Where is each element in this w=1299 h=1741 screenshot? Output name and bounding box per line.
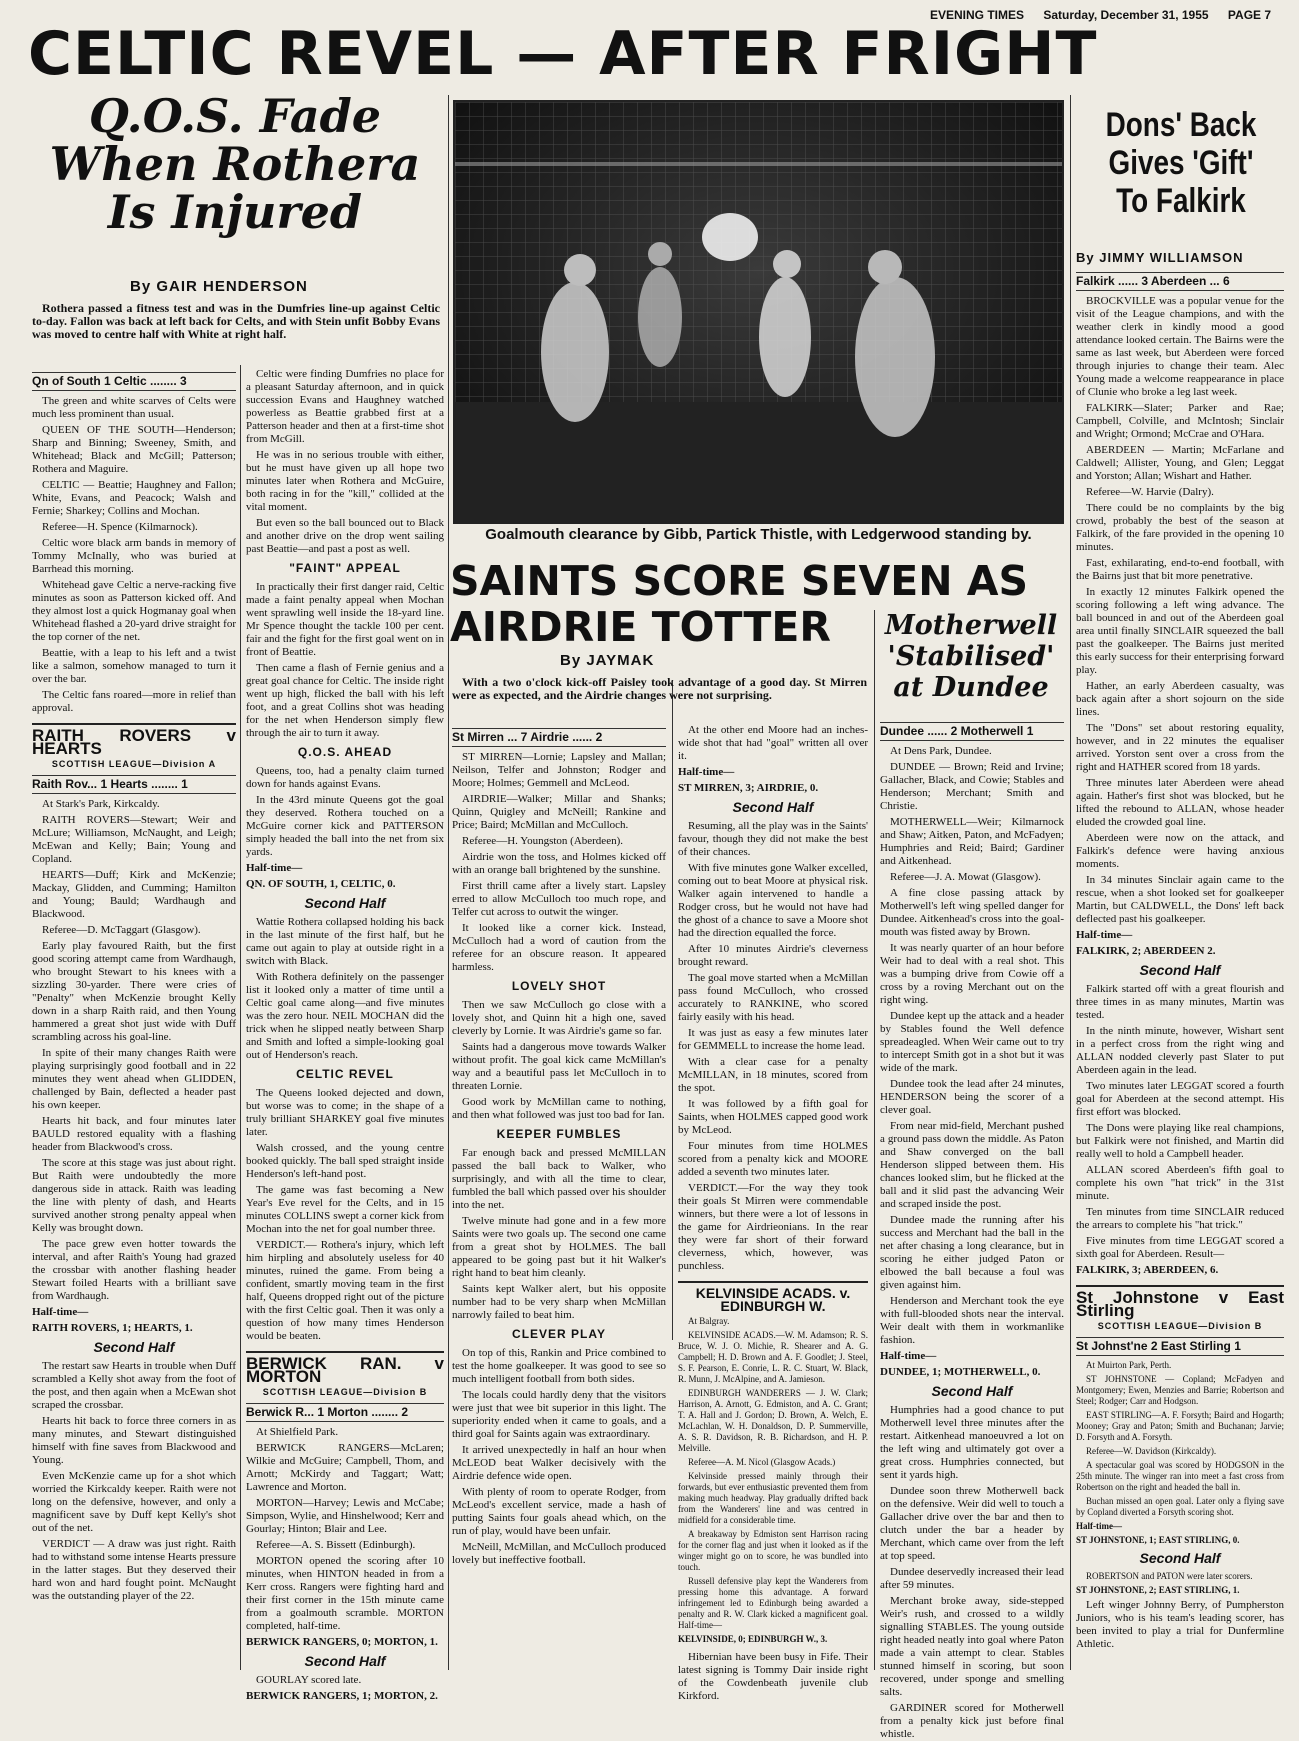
saints-column-2 [678, 724, 868, 1702]
saints-para: The goal move started when a McMillan pass found McCulloch, who crossed accurately to RANKINE, who scored fairly easily with his head. [678, 972, 868, 1023]
saints-headline: SAINTS SCORE SEVEN AS AIRDRIE TOTTER [450, 557, 1029, 651]
saints-para: Saints kept Walker alert, but his opposite number had to be very sharp when McMillan narrowly failed to beat him. [452, 1283, 666, 1321]
stjohnstone-para: ST JOHNSTONE — Copland; McFadyen and Montgomery; Ewen, Menzies and Barrie; Robertson and Steel; Rodger; Carr and Hodgson. [1076, 1374, 1284, 1406]
motherwell-para: Dundee deservedly increased their lead after 59 minutes. [880, 1566, 1064, 1591]
qos-verdict: VERDICT.— Rothera's injury, which left him hirpling and absolutely useless for 40 minutes, ruined the game. From being a confident, smartly moving team in the first half, Queens dropped right out of the picture with the first Celtic goal. Then it was only a question of how many times Henderson would be beaten. [246, 1239, 444, 1342]
raith-second-half-heading: Second Half [93, 1339, 175, 1355]
stjohnstone-para: ROBERTSON and PATON were later scorers. [1086, 1571, 1253, 1581]
raith-para: Even McKenzie came up for a shot which worried the Kirkcaldy keeper. Raith were not long on the defensive, however, and only a magnificent save by Duff kept Kelly's shot out of the net. [32, 1470, 236, 1534]
kelvinside-para: Kelvinside pressed mainly through their forwards, but ever enthusiastic prevented them from making much headway. Play gradually drifted back from the Wanderers' line and was centred in midfield for a considerable time. [678, 1471, 868, 1525]
raith-para: Hearts hit back to force three corners in as many minutes, and Stewart distinguished himself with fine saves from Blackwood and Young. [32, 1415, 236, 1466]
stjohnstone-score: St Johnst'ne 2 East Stirling 1 [1076, 1337, 1284, 1356]
qos-second-half-heading: Second Half [304, 895, 386, 911]
berwick-league: SCOTTISH LEAGUE—Division B [262, 1387, 428, 1397]
qos-para: The Queens looked dejected and down, but worse was to come; in the shape of a truly brilliant SHARKEY goal five minutes later. [246, 1087, 444, 1138]
goalmouth-photo [453, 100, 1064, 524]
saints-para: With five minutes gone Walker excelled, coming out to beat Moore at physical risk. Walker again intervened to handle a Rodger cross, but he would not have had the ghost of a chance to save a Moore shot had the direction equalled the force. [678, 862, 868, 939]
qos-para: The green and white scarves of Celts were much less prominent than usual. [32, 395, 236, 420]
saints-para: With a clear case for a penalty McMILLAN, in 18 minutes, scored from the spot. [678, 1056, 868, 1094]
saints-para: On top of this, Rankin and Price combined to test the home goalkeeper. It was good to see so much intelligent football from both sides. [452, 1347, 666, 1385]
dons-referee: Referee—W. Harvie (Dalry). [1086, 486, 1214, 498]
motherwell-para: Dundee soon threw Motherwell back on the defensive. Weir did well to touch a Gallacher drive over the bar and then to clutch under the bar a header by Merchant, which came over from the left at top speed. [880, 1485, 1064, 1562]
stjohnstone-result: ST JOHNSTONE, 2; EAST STIRLING, 1. [1076, 1585, 1240, 1595]
qos-para: In the 43rd minute Queens got the goal they deserved. Rothera touched on a McGuire corner kick and PATTERSON simply headed the ball into the net from six yards. [246, 794, 444, 858]
saints-para: McNeill, McMillan, and McCulloch produced lovely but ineffective football. [452, 1541, 666, 1566]
dons-result: FALKIRK, 3; ABERDEEN, 6. [1076, 1264, 1219, 1276]
motherwell-half-time: Half-time— [880, 1350, 937, 1362]
motherwell-para: Merchant broke away, side-stepped Weir's rush, and crossed to a wildly signalling STABLES. The young outside right headed neatly into goal where Paton made a vain attempt to clear. Stables stunned himself in scoring, but soon recovered, under sponge and smelling salts. [880, 1595, 1064, 1698]
qos-para: Celtic were finding Dumfries no place for a pleasant Saturday afternoon, and in quick succession Evans and Haughney watched powerless as Beattie grabbed first at a Patterson header and then at a first-time shot from McGill. [246, 368, 444, 445]
column-rule [874, 610, 875, 1670]
dons-second-half-heading: Second Half [1139, 962, 1221, 978]
stjohnstone-half-time: Half-time— [1076, 1521, 1122, 1531]
kelvinside-score: KELVINSIDE, 0; EDINBURGH W., 3. [678, 1634, 828, 1644]
motherwell-title: Motherwell 'Stabilised' at Dundee [884, 610, 1058, 703]
motherwell-half-time-score: DUNDEE, 1; MOTHERWELL, 0. [880, 1366, 1041, 1378]
page-number: PAGE 7 [1227, 8, 1272, 22]
saints-para: Far enough back and pressed McMILLAN passed the ball back to Walker, who surprisingly, and with all the time to clear, fumbled the ball which passed over his shoulder into the net. [452, 1147, 666, 1211]
saints-para: It looked like a corner kick. Instead, McCulloch had a word of caution from the referee for an obscure reason. It appeared harmless. [452, 922, 666, 973]
berwick-para: MORTON opened the scoring after 10 minutes, when HINTON headed in from a Kerr cross. Rangers were fighting hard and their first corner in the 15th minute came from a goalmouth scramble. MORTON completed, half-time. [246, 1555, 444, 1632]
qos-lead [32, 302, 440, 362]
berwick-para: At Shielfield Park. [256, 1426, 339, 1438]
hibernian-note: Hibernian have been busy in Fife. Their latest signing is Tommy Dair inside right of the Cowdenbeath juvenile club Kirkford. [678, 1651, 868, 1702]
motherwell-para: Dundee made the running after his success and Merchant had the ball in the net after chasing a long clearance, but in scoring he either judged Paton or elbowed the ball because a foul was given against him. [880, 1214, 1064, 1291]
motherwell-para: GARDINER scored for Motherwell from a penalty kick just before final whistle. [880, 1702, 1064, 1740]
kelvinside-para: Referee—A. M. Nicol (Glasgow Acads.) [688, 1457, 836, 1467]
motherwell-para: Dundee kept up the attack and a header by Stables found the Well defence spreadeagled. When Weir came out to try to intercept Smith got in a shot but it was wide of the mark. [880, 1010, 1064, 1074]
berwick-para: GOURLAY scored late. [256, 1674, 362, 1686]
paper-name: EVENING TIMES [930, 8, 1025, 22]
raith-league: SCOTTISH LEAGUE—Division A [51, 759, 217, 769]
saints-para: With plenty of room to operate Rodger, from McLeod's excellent service, made a hash of putting Saints four goals ahead which, on the run of play, would have been unfair. [452, 1486, 666, 1537]
qos-referee: Referee—H. Spence (Kilmarnock). [42, 521, 198, 533]
raith-para: HEARTS—Duff; Kirk and McKenzie; Mackay, Glidden, and Cumming; Hamilton and Young; Bauld; Wardhaugh and Blackwood. [32, 869, 236, 920]
stjohnstone-second-half-heading: Second Half [1139, 1550, 1221, 1566]
goalmouth-photo-image [455, 102, 1062, 522]
dons-score: Falkirk ...... 3 Aberdeen ... 6 [1076, 272, 1284, 291]
motherwell-referee: Referee—J. A. Mowat (Glasgow). [890, 871, 1041, 883]
berwick-title: BERWICK RAN. v MORTON [246, 1351, 444, 1383]
main-headline: CELTIC REVEL — AFTER FRIGHT [28, 19, 1098, 89]
qos-para: Then came a flash of Fernie genius and a great goal chance for Celtic. The inside right went up high, flicked the ball with his left foot, and a great Collins shot was heading for the net when Henderson simply flew through the air to turn it away. [246, 662, 444, 739]
berwick-score: Berwick R... 1 Morton ........ 2 [246, 1403, 444, 1422]
qos-revel-heading: CELTIC REVEL [296, 1067, 394, 1081]
berwick-para: BERWICK RANGERS—McLaren; Wilkie and McGuire; Campbell, Thom, and Arnott; McKirdy and Taggart; Watt; Lawrence and Morton. [246, 1442, 444, 1493]
qos-para: Celtic wore black arm bands in memory of Tommy McInally, who was buried at Barrhead this morning. [32, 537, 236, 575]
qos-faint-heading: "FAINT" APPEAL [289, 561, 401, 575]
qos-team-celtic: CELTIC — Beattie; Haughney and Fallon; White, Evans, and Peacock; Walsh and Fernie; Sharkey; Collins and Mochan. [32, 479, 236, 517]
saints-para: Airdrie won the toss, and Holmes kicked off with an orange ball brightened by the sunshine. [452, 851, 666, 876]
qos-lead-text: Rothera passed a fitness test and was in the Dumfries line-up against Celtic to-day. Fallon was back at left back for Celts, and with Stein unfit Bobby Evans was moved to centre half with White at right half. [32, 301, 440, 341]
stjohnstone-title: St Johnstone v East Stirling [1076, 1285, 1284, 1317]
saints-second-half-heading: Second Half [732, 799, 814, 815]
saints-para: Good work by McMillan came to nothing, and then what followed was just too bad for Ian. [452, 1096, 666, 1121]
dons-team-aberdeen: ABERDEEN — Martin; McFarlane and Caldwell; Allister, Young, and Glen; Leggat and Yorston; Allan; Wishart and Hather. [1076, 444, 1284, 482]
raith-para: RAITH ROVERS—Stewart; Weir and McLure; Williamson, McNaught, and Leigh; McEwan and Kelly; Bain; Young and Copland. [32, 814, 236, 865]
saints-para: Then we saw McCulloch go close with a lovely shot, and Quinn hit a high one, saved cleverly by Lornie. It was Airdrie's game so far. [452, 999, 666, 1037]
berwick-para: Referee—A. S. Bissett (Edinburgh). [256, 1539, 416, 1551]
column-left-2 [246, 368, 444, 1702]
saints-team-stmirren: ST MIRREN—Lornie; Lapsley and Mallan; Neilson, Telfer and Johnston; Rodger and Moore; Holmes; Gemmell and McLeod. [452, 751, 666, 789]
motherwell-para: It was nearly quarter of an hour before Weir had to deal with a real shot. This was a bumping drive from Cowie off a cross by a roving Merchant out on the right wing. [880, 942, 1064, 1006]
dons-para: Hather, an early Aberdeen casualty, was back again after a short sojourn on the side lines. [1076, 680, 1284, 718]
dons-para: Five minutes from time LEGGAT scored a sixth goal for Aberdeen. Result— [1076, 1235, 1284, 1260]
saints-clever-heading: CLEVER PLAY [512, 1327, 606, 1341]
raith-para: In spite of their many changes Raith were playing surprisingly good football and in 22 minutes they went ahead when GLIDDEN, challenged by Bain, deflected a header past his own keeper. [32, 1047, 236, 1111]
saints-para: Resuming, all the play was in the Saints' favour, though they did not make the best of their chances. [678, 820, 868, 858]
berwick-second-half-heading: Second Half [304, 1653, 386, 1669]
column-rule [448, 95, 449, 1670]
saints-half-time: Half-time— [678, 766, 735, 778]
qos-half-time: Half-time— [246, 862, 303, 874]
dons-para: In exactly 12 minutes Falkirk opened the scoring following a left wing advance. The ball bounced in and out of the Aberdeen goal area until finally SINCLAIR squeezed the ball past the goalkeeper. The Bairns just merited this early success for their enterprising forward play. [1076, 586, 1284, 676]
saints-para: First thrill came after a lively start. Lapsley erred to allow McCulloch too much rope, and Telfer cut across to outwit the winger. [452, 880, 666, 918]
raith-para: VERDICT — A draw was just right. Raith had to withstand some intense Hearts pressure in the latter stages. But they deserved their hard won and hard fought point. McNaught was the outstanding player of the 22. [32, 1538, 236, 1602]
qos-para: He was in no serious trouble with either, but he must have given up all hope two minutes later when Rothera and McGuire, both racing in for the "kill," collided at the vital moment. [246, 449, 444, 513]
motherwell-para: Dundee took the lead after 24 minutes, HENDERSON being the scorer of a clever goal. [880, 1078, 1064, 1116]
kelvinside-title: KELVINSIDE ACADS. v. EDINBURGH W. [678, 1281, 868, 1313]
qos-para: But even so the ball bounced out to Black and another drive on the drop went sailing past Beattie—and past a post as well. [246, 517, 444, 555]
saints-para: At the other end Moore had an inches-wide shot that had "goal" written all over it. [678, 724, 868, 762]
stjohnstone-para: At Muirton Park, Perth. [1086, 1360, 1172, 1370]
saints-referee: Referee—H. Youngston (Aberdeen). [462, 835, 623, 847]
raith-para: The score at this stage was just about right. But Raith were undoubtedly the more dangerous side in attack. Raith was leading the line with plenty of dash, and Hearts survived another strong penalty appeal when Kelly was brought down. [32, 1157, 236, 1234]
qos-para: The game was fast becoming a New Year's Eve revel for the Celts, and in 15 minutes COLLINS swept a corner kick from Mochan into the net for goal number three. [246, 1184, 444, 1235]
dons-para: In 34 minutes Sinclair again came to the rescue, when a shot looked set for goalkeeper Martin, but CALDWELL, the Dons' left back deflected past his goalkeeper. [1076, 874, 1284, 925]
dons-para: Ten minutes from time SINCLAIR reduced the arrears to complete his "hat trick." [1076, 1206, 1284, 1231]
dons-para: Falkirk started off with a great flourish and three times in as many minutes, Martin was tested. [1076, 983, 1284, 1021]
qos-score: Qn of South 1 Celtic ........ 3 [32, 372, 236, 391]
qos-para: Queens, too, had a penalty claim turned down for hands against Evans. [246, 765, 444, 790]
raith-title: RAITH ROVERS v HEARTS [32, 723, 236, 755]
saints-lead-text: With a two o'clock kick-off Paisley took advantage of a good day. St Mirren were as expected, and the Airdrie changes were not surprising. [452, 675, 867, 702]
qos-half-time-score: QN. OF SOUTH, 1, CELTIC, 0. [246, 878, 396, 890]
saints-lead [452, 676, 867, 726]
saints-para: It was followed by a fifth goal for Saints, when HOLMES capped good work by McLeod. [678, 1098, 868, 1136]
dons-para: The Dons were playing like real champions, but Falkirk were not finished, and Martin did really well to hold a Campbell header. [1076, 1122, 1284, 1160]
motherwell-score: Dundee ...... 2 Motherwell 1 [880, 722, 1064, 741]
column-rule [672, 680, 673, 1340]
saints-para: Four minutes from time HOLMES scored from a penalty kick and MOORE added a seventh two minutes later. [678, 1140, 868, 1178]
motherwell-para: A fine close passing attack by Motherwell's left wing spelled danger for Dundee. Aitkenhead's cross into the goal-mouth was fisted away by Brown. [880, 887, 1064, 938]
saints-para: After 10 minutes Airdrie's cleverness brought reward. [678, 943, 868, 968]
raith-para: Hearts hit back, and four minutes later BAULD restored equality with a flashing header from Blackwood's cross. [32, 1115, 236, 1153]
stjohnstone-para: EAST STIRLING—A. F. Forsyth; Baird and Hogarth; Mooney; Gray and Paton; Smith and Buchanan; Jarvie; D. Forsyth and A. Forsyth. [1076, 1410, 1284, 1442]
dons-para: Three minutes later Aberdeen were ahead again. Hather's first shot was blocked, but he lifted the rebound to ALLAN, whose header eluded the crowded goal line. [1076, 777, 1284, 828]
berwick-half-time-score: BERWICK RANGERS, 0; MORTON, 1. [246, 1636, 438, 1648]
saints-keeper-heading: KEEPER FUMBLES [496, 1127, 622, 1141]
motherwell-para: At Dens Park, Dundee. [890, 745, 992, 757]
dons-para: Two minutes later LEGGAT scored a fourth goal for Aberdeen at the second attempt. His first effort was blocked. [1076, 1080, 1284, 1118]
raith-para: Referee—D. McTaggart (Glasgow). [42, 924, 201, 936]
qos-para: In practically their first danger raid, Celtic made a faint penalty appeal when Mochan went sprawling well inside the 18-yard line. Mr Spence thought the tackle 100 per cent. fair and the fight for the first goal went on in front of Beattie. [246, 581, 444, 658]
dons-half-time: Half-time— [1076, 929, 1133, 941]
issue-date: Saturday, December 31, 1955 [1043, 8, 1209, 22]
qos-byline: By GAIR HENDERSON [130, 278, 308, 295]
motherwell-second-half-heading: Second Half [931, 1383, 1013, 1399]
motherwell-para: From near mid-field, Merchant pushed a ground pass down the middle. As Paton and Shaw converged on the ball Henderson slipped between them. His chances looked slim, but he flicked at the ball and it slid past the advancing Weir and scraped inside the post. [880, 1120, 1064, 1210]
motherwell-column [880, 718, 1064, 1740]
stjohnstone-para: A spectacular goal was scored by HODGSON in the 25th minute. The winger ran into meet a fast cross from Robertson on the right and headed the ball in. [1076, 1460, 1284, 1492]
berry-note: Left winger Johnny Berry, of Pumpherston Juniors, who is his team's leading scorer, has been invited to play a trial for Dunfermline Athletic. [1076, 1599, 1284, 1650]
column-rule [1070, 95, 1071, 1670]
saints-para: The locals could hardly deny that the visitors were just that wee bit superior in this light. The superiority ended when it came to goals, and a third goal for Saints again was extraordinary. [452, 1389, 666, 1440]
dons-para: Aberdeen were now on the attack, and Falkirk's defence were having anxious moments. [1076, 832, 1284, 870]
qos-para: Walsh crossed, and the young centre booked quickly. The ball sped straight inside Henderson's left-hand post. [246, 1142, 444, 1180]
stjohnstone-league: SCOTTISH LEAGUE—Division B [1097, 1321, 1263, 1331]
qos-team-queens: QUEEN OF THE SOUTH—Henderson; Sharp and Binning; Sweeney, Smith, and Whitehead; Black and McGill; Patterson; Rothera and Maguire. [32, 424, 236, 475]
kelvinside-para: At Balgray. [688, 1316, 730, 1326]
dons-para: Fast, exhilarating, end-to-end football, with the Bairns just that bit more penetrative. [1076, 557, 1284, 582]
dons-column [1076, 268, 1284, 1670]
dons-para: The "Dons" set about restoring equality, however, and in 22 minutes the equaliser arrived. Yorston sent over a cross from the right and HATHER scored from 18 yards. [1076, 722, 1284, 773]
raith-para: Early play favoured Raith, but the first good scoring attempt came from Wardhaugh, who brought Stewart to his knees with a sizzling 30-yarder. There were cries of "Penalty" when McKenzie brought Kelly down in a sharp Raith raid, and then Young hammered a great shot just wide with Duff scrambling across his goal-line. [32, 940, 236, 1043]
stjohnstone-para: Referee—W. Davidson (Kirkcaldy). [1086, 1446, 1217, 1456]
berwick-result: BERWICK RANGERS, 1; MORTON, 2. [246, 1690, 438, 1702]
dons-half-time-score: FALKIRK, 2; ABERDEEN 2. [1076, 945, 1216, 957]
dons-para: In the ninth minute, however, Wishart sent in a perfect cross from the right wing and ALLAN nodded cleverly past Slater to put Aberdeen again in the lead. [1076, 1025, 1284, 1076]
dons-para: There could be no complaints by the big crowd, probably the best of the season at Falkirk, of the fare provided in the opening 10 minutes. [1076, 502, 1284, 553]
qos-para: Wattie Rothera collapsed holding his back in the last minute of the first half, but he came out again to play at outside right in a switch with Black. [246, 916, 444, 967]
dons-title: Dons' Back Gives 'Gift' To Falkirk [1105, 106, 1257, 220]
column-rule [240, 365, 241, 1670]
saints-para: It was just as easy a few minutes later for GEMMELL to increase the home lead. [678, 1027, 868, 1052]
dons-team-falkirk: FALKIRK—Slater; Parker and Rae; Campbell, Colville, and McIntosh; Sinclair and Wright; Ormond; McCrae and O'Hara. [1076, 402, 1284, 440]
saints-column-1 [452, 724, 666, 1670]
raith-para: At Stark's Park, Kirkcaldy. [42, 798, 160, 810]
column-left [32, 368, 236, 1670]
qos-para: The Celtic fans roared—more in relief than approval. [32, 689, 236, 714]
saints-team-airdrie: AIRDRIE—Walker; Millar and Shanks; Quinn, Quigley and McNeill; Rankine and Price; Baird; McMillan and McCulloch. [452, 793, 666, 831]
saints-para: Saints had a dangerous move towards Walker without profit. The goal kick came McMillan's way and a beautiful pass let McCulloch in to threaten Lornie. [452, 1041, 666, 1092]
saints-byline: By JAYMAK [560, 652, 655, 669]
berwick-para: MORTON—Harvey; Lewis and McCabe; Simpson, Wylie, and Hinshelwood; Kerr and Gourlay; Hinton; Blair and Lee. [246, 1497, 444, 1535]
qos-ahead-heading: Q.O.S. AHEAD [297, 745, 393, 759]
motherwell-para: Henderson and Merchant took the eye with full-blooded shots near the interval. Weir dealt with them in workmanlike fashion. [880, 1295, 1064, 1346]
motherwell-para: Humphries had a good chance to put Motherwell level three minutes after the restart. Aitkenhead manoeuvred a lot on the left wing and ultimately got over a great cross. Humphries connected, but sent it yards high. [880, 1404, 1064, 1481]
qos-para: Beattie, with a leap to his left and a twist like a salmon, somehow managed to turn it over the bar. [32, 647, 236, 685]
raith-half-time: Half-time— [32, 1306, 89, 1318]
qos-para: Whitehead gave Celtic a nerve-racking five minutes as soon as Patterson kicked off. And they almost lost a quick Hogmanay goal when Whitehead flashed a 20-yard drive straight for the top corner of the net. [32, 579, 236, 643]
raith-para: The restart saw Hearts in trouble when Duff scrambled a Kelly shot away from the foot of the post, and then again when a McEwan shot scraped the crossbar. [32, 1360, 236, 1411]
saints-score: St Mirren ... 7 Airdrie ...... 2 [452, 728, 666, 747]
dons-byline: By JIMMY WILLIAMSON [1076, 250, 1244, 265]
motherwell-team-motherwell: MOTHERWELL—Weir; Kilmarnock and Shaw; Aitken, Paton, and McFadyen; Humphries and Reid; Baird; Gardiner and Aitkenhead. [880, 816, 1064, 867]
motherwell-team-dundee: DUNDEE — Brown; Reid and Irvine; Gallacher, Black, and Cowie; Stables and Henderson; Merchant; Smith and Christie. [880, 761, 1064, 812]
kelvinside-para: EDINBURGH WANDERERS — J. W. Clark; Harrison, A. Arnott, G. Edmiston, and A. C. Grant; T. A. Hall and J. Gordon; D. Brown, A. Welch, E. McLachlan, W. H. Donaldson, D. P. Summerville, A. S. R. Davidson, R. B. Richardson, and H. P. Melville. [678, 1388, 868, 1453]
raith-para: The pace grew even hotter towards the interval, and after Raith's Young had grazed the crossbar with another flashing header Stewart foiled Hearts with a brilliant save from Wardhaugh. [32, 1238, 236, 1302]
kelvinside-para: A breakaway by Edmiston sent Harrison racing for the corner flag and just when it looked as if the winger might go on to score, he was bundled into touch. [678, 1529, 868, 1572]
saints-para: Twelve minute had gone and in a few more Saints were two goals up. The second one came from a great shot by HOLMES. The ball appeared to be going past but it hit Walker's right hand to beat him cleanly. [452, 1215, 666, 1279]
raith-half-time-score: RAITH ROVERS, 1; HEARTS, 1. [32, 1322, 193, 1334]
saints-lovely-heading: LOVELY SHOT [511, 979, 607, 993]
dons-para: ALLAN scored Aberdeen's fifth goal to complete his own "hat trick" in the 31st minute. [1076, 1164, 1284, 1202]
stjohnstone-half-time-score: ST JOHNSTONE, 1; EAST STIRLING, 0. [1076, 1535, 1240, 1545]
dons-para: BROCKVILLE was a popular venue for the visit of the League champions, and with the weather clerk in kindly mood a good attendance looked certain. The Bairns were the same as last week, but Aberdeen were forced through injuries to change their team. Alec Young made a welcome reappearance in place of Clunie who broke a leg last week. [1076, 295, 1284, 398]
saints-para: It arrived unexpectedly in half an hour when McLEOD beat Walker decisively with the Airdrie defence wide open. [452, 1444, 666, 1482]
kelvinside-para: Russell defensive play kept the Wanderers from pressing home this advantage. A forward infringement led to Edinburgh being awarded a penalty and R. W. Clark kicked a magnificent goal. Half-time— [678, 1576, 868, 1630]
saints-half-time-score: ST MIRREN, 3; AIRDRIE, 0. [678, 782, 819, 794]
raith-score: Raith Rov... 1 Hearts ........ 1 [32, 775, 236, 794]
kelvinside-para: KELVINSIDE ACADS.—W. M. Adamson; R. S. Bruce, W. J. O. Michie, R. Shearer and A. G. Campbell; H. D. Brown and A. F. Goodlet; J. Steel, S. F. Pearson, E. Conrie, L. R. C. Stuart, W. Black, R. Munn, J. McAlpine, and A. Jamieson. [678, 1330, 868, 1384]
saints-verdict: VERDICT.—For the way they took their goals St Mirren were commendable winners, but there were a lot of lessons in the game for Airdrieonians. In the rear they were far short of their forward cleverness, which, however, was punchless. [678, 1182, 868, 1272]
qos-para: With Rothera definitely on the passenger list it looked only a matter of time until a Celtic goal came along—and five minutes was the zero hour. NEIL MOCHAN did the trick when he slipped neatly between Sharp and Smith and lofted a simple-looking goal out of Henderson's reach. [246, 971, 444, 1061]
stjohnstone-para: Buchan missed an open goal. Later only a flying save by Copland diverted a Forsyth scoring shot. [1076, 1496, 1284, 1517]
photo-caption: Goalmouth clearance by Gibb, Partick Thistle, with Ledgerwood standing by. [485, 526, 1032, 543]
qos-article-title: Q.O.S. Fade When Rothera Is Injured [49, 89, 421, 239]
